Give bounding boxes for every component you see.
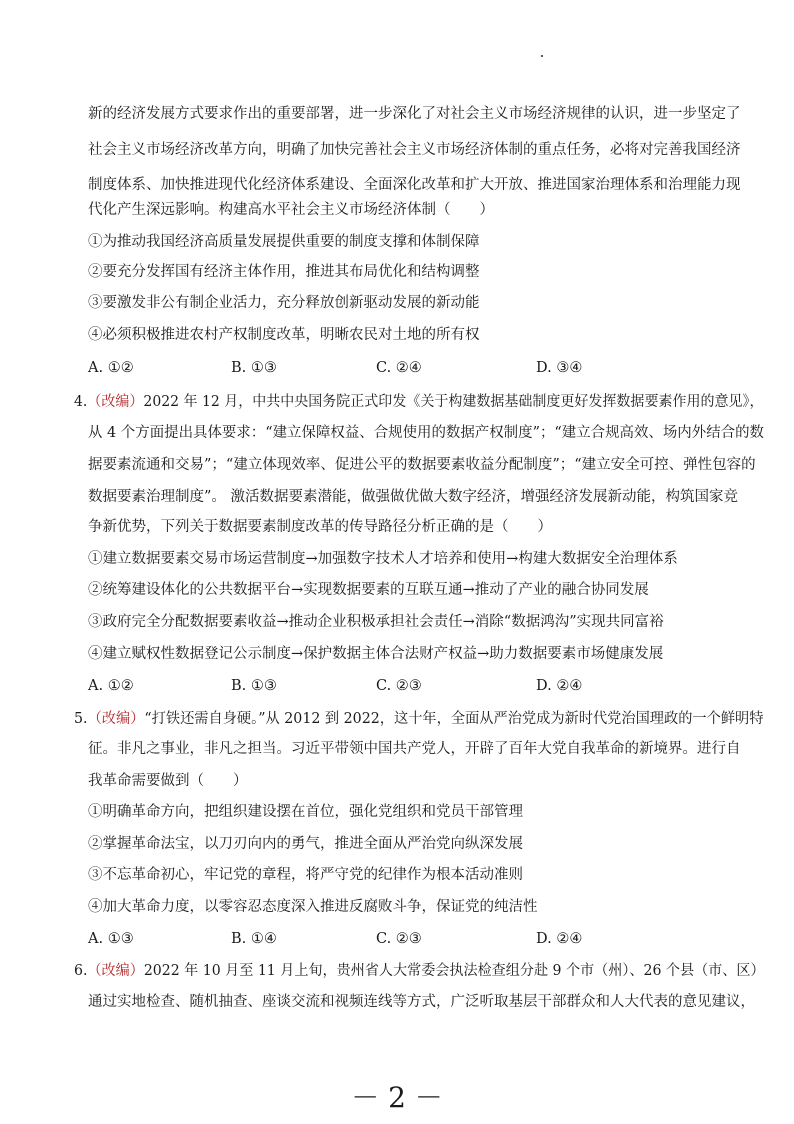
q5-text-line-3: 我革命需要做到（ ） (88, 773, 248, 789)
q3-option-d: D. ③④ (536, 360, 583, 376)
q3-item-1: ①为推动我国经济高质量发展提供重要的制度支撑和体制保障 (88, 234, 480, 250)
q5-item-4: ④加大革命力度，以零容忍态度深入推进反腐败斗争，保证党的纯洁性 (88, 899, 538, 915)
q6-line-1: 2022 年 10 月至 11 月上旬，贵州省人大常委会执法检查组分赴 9 个市（州）、26 个县（市、区） (143, 963, 765, 979)
q4-item-1: ①建立数据要素交易市场运营制度→加强数字技术人才培养和使用→构建大数据安全治理体系 (88, 551, 678, 567)
q6-number: 6. (74, 963, 88, 979)
q3-text-line-1: 新的经济发展方式要求作出的重要部署，进一步深化了对社会主义市场经济规律的认识，进一步坚定了 (88, 106, 741, 122)
q5-option-c: C. ②③ (376, 931, 422, 947)
q6-tag: （改编） (87, 963, 144, 979)
q5-line-1: “打铁还需自身硬。”从 2012 到 2022，这十年，全面从严治党成为新时代党治国理政的一个鲜明特 (144, 711, 764, 727)
q5-number: 5. (74, 711, 88, 727)
q4-number: 4. (74, 394, 88, 410)
q3-item-2: ②要充分发挥国有经济主体作用，推进其布局优化和结构调整 (88, 264, 480, 280)
q5-item-1: ①明确革命方向，把组织建设摆在首位，强化党组织和党员干部管理 (88, 804, 523, 820)
q3-text-line-4: 代化产生深远影响。构建高水平社会主义市场经济体制（ ） (88, 202, 494, 218)
q4-text-line-2: 从 4 个方面提出具体要求：“建立保障权益、合规使用的数据产权制度”；“建立合规高效、场内外结合的数 (88, 425, 764, 441)
q3-text-line-2: 社会主义市场经济改革方向，明确了加快完善社会主义市场经济体制的重点任务，必将对完善我国经济 (88, 142, 741, 158)
q3-option-c: C. ②④ (376, 360, 422, 376)
q4-text-line-5: 争新优势，下列关于数据要素制度改革的传导路径分析正确的是（ ） (88, 519, 552, 535)
q5-first-line (74, 709, 764, 729)
q5-option-b: B. ①④ (231, 931, 277, 947)
q6-text-line-2: 通过实地检查、随机抽查、座谈交流和视频连线等方式，广泛听取基层干部群众和人大代表的意见建议， (88, 994, 755, 1010)
q5-item-3: ③不忘革命初心，牢记党的章程，将严守党的纪律作为根本活动准则 (88, 867, 523, 883)
q5-item-2: ②掌握革命法宝，以刀刃向内的勇气，推进全面从严治党向纵深发展 (88, 836, 523, 852)
q4-option-d: D. ②④ (536, 678, 583, 694)
q4-item-3: ③政府完全分配数据要素收益→推动企业积极承担社会责任→消除“数据鸿沟”实现共同富裕 (88, 614, 664, 630)
q5-option-d: D. ②④ (536, 931, 583, 947)
q4-option-c: C. ②③ (376, 678, 422, 694)
q4-item-2: ②统筹建设体化的公共数据平台→实现数据要素的互联互通→推动了产业的融合协同发展 (88, 582, 649, 598)
q5-tag: （改编） (87, 711, 145, 727)
page-number: － 2 － (351, 1081, 443, 1114)
q4-text-line-4: 数据要素治理制度”。 激活数据要素潜能，做强做优做大数字经济，增强经济发展新动能，构筑国家竞 (88, 489, 739, 505)
q4-text-line-3: 据要素流通和交易”；“建立体现效率、促进公平的数据要素收益分配制度”；“建立安全可控、弹性包容的 (88, 457, 756, 473)
q4-option-a: A. ①② (88, 678, 134, 694)
q5-option-a: A. ①③ (88, 931, 134, 947)
q4-tag: （改编） (87, 394, 144, 410)
q5-text-line-2: 征。非凡之事业，非凡之担当。习近平带领中国共产党人，开辟了百年大党自我革命的新境界。进行自 (88, 741, 741, 757)
q3-option-a: A. ①② (88, 360, 134, 376)
q4-item-4: ④建立赋权性数据登记公示制度→保护数据主体合法财产权益→助力数据要素市场健康发展 (88, 646, 664, 662)
q3-option-b: B. ①③ (231, 360, 277, 376)
q3-item-4: ④必须积极推进农村产权制度改革，明晰农民对土地的所有权 (88, 327, 480, 343)
q4-line-1: 2022 年 12 月，中共中央国务院正式印发《关于构建数据基础制度更好发挥数据要素作用的意见》， (143, 394, 764, 410)
q3-item-3: ③要激发非公有制企业活力，充分释放创新驱动发展的新动能 (88, 295, 480, 311)
q4-first-line (74, 392, 764, 412)
q3-text-line-3: 制度体系、加快推进现代化经济体系建设、全面深化改革和扩大开放、推进国家治理体系和治理能力现 (88, 177, 741, 193)
q4-option-b: B. ①③ (231, 678, 277, 694)
scan-speck (541, 55, 543, 57)
q6-first-line (74, 961, 765, 981)
